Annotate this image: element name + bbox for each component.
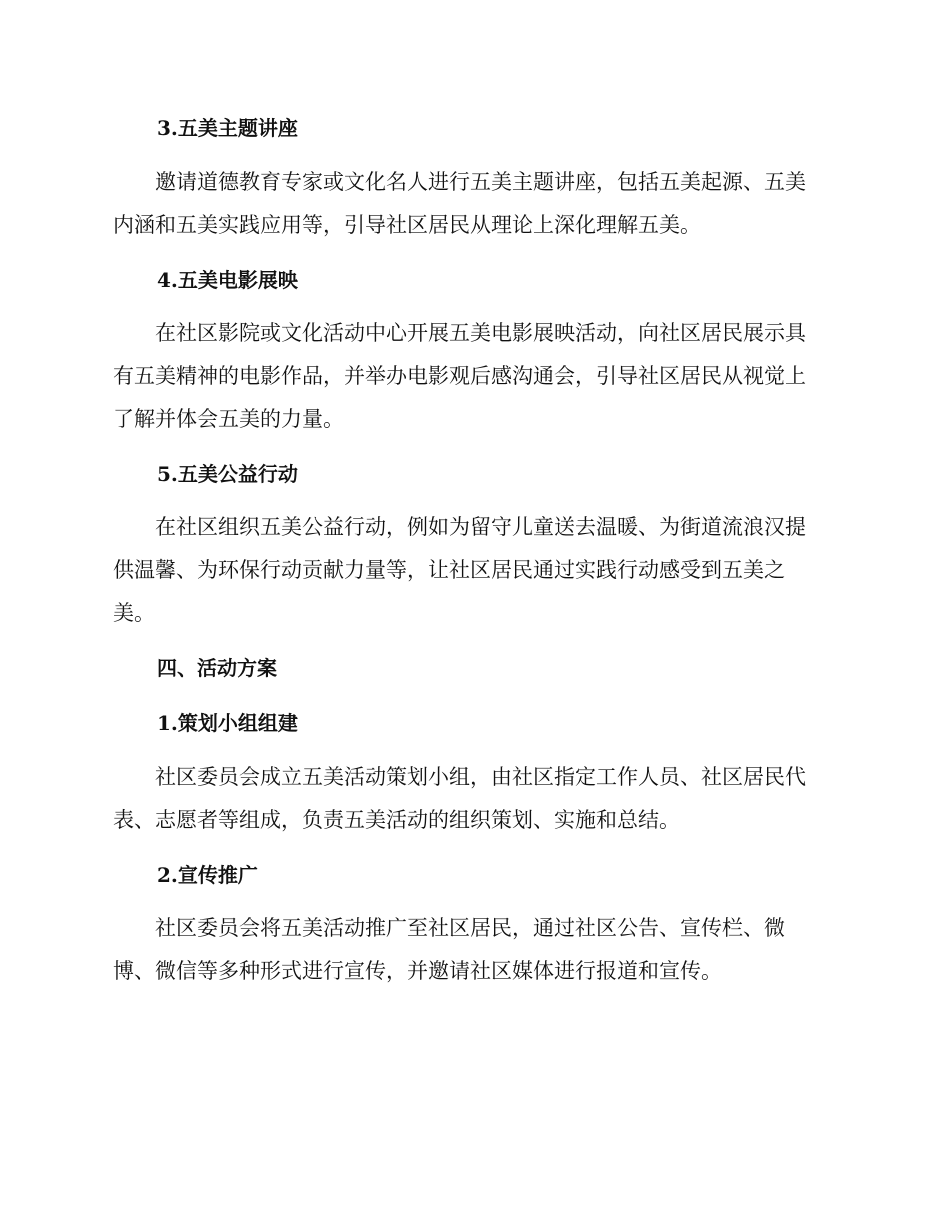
section-paragraph-promotion xyxy=(113,907,837,993)
paragraph-line: 社区委员会将五美活动推广至社区居民，通过社区公告、宣传栏、微 xyxy=(155,916,785,940)
paragraph-line: 有五美精神的电影作品，并举办电影观后感沟通会，引导社区居民从视觉上 xyxy=(113,364,806,388)
section-heading-charity: 5.五美公益行动 xyxy=(157,462,298,486)
paragraph-line: 博、微信等多种形式进行宣传，并邀请社区媒体进行报道和宣传。 xyxy=(113,959,722,983)
paragraph-line: 在社区影院或文化活动中心开展五美电影展映活动，向社区居民展示具 xyxy=(155,321,806,345)
section-heading-film: 4.五美电影展映 xyxy=(157,268,298,292)
section-paragraph-lecture xyxy=(113,161,837,247)
paragraph-line: 内涵和五美实践应用等，引导社区居民从理论上深化理解五美。 xyxy=(113,213,701,237)
paragraph-line: 在社区组织五美公益行动，例如为留守儿童送去温暖、为街道流浪汉提 xyxy=(155,515,806,539)
section-paragraph-planning-group xyxy=(113,756,837,842)
paragraph-line: 社区委员会成立五美活动策划小组，由社区指定工作人员、社区居民代 xyxy=(155,765,806,789)
section-heading-lecture: 3.五美主题讲座 xyxy=(157,116,298,140)
paragraph-line: 供温馨、为环保行动贡献力量等，让社区居民通过实践行动感受到五美之 xyxy=(113,558,785,582)
paragraph-line: 邀请道德教育专家或文化名人进行五美主题讲座，包括五美起源、五美 xyxy=(155,170,806,194)
paragraph-line: 表、志愿者等组成，负责五美活动的组织策划、实施和总结。 xyxy=(113,808,680,832)
section-heading-planning-group: 1.策划小组组建 xyxy=(157,711,298,735)
paragraph-line: 美。 xyxy=(113,601,155,625)
section-heading-promotion: 2.宣传推广 xyxy=(157,863,258,887)
paragraph-line: 了解并体会五美的力量。 xyxy=(113,407,344,431)
section-heading-activity-plan: 四、活动方案 xyxy=(157,656,277,680)
section-paragraph-film xyxy=(113,312,837,441)
section-paragraph-charity xyxy=(113,506,837,635)
